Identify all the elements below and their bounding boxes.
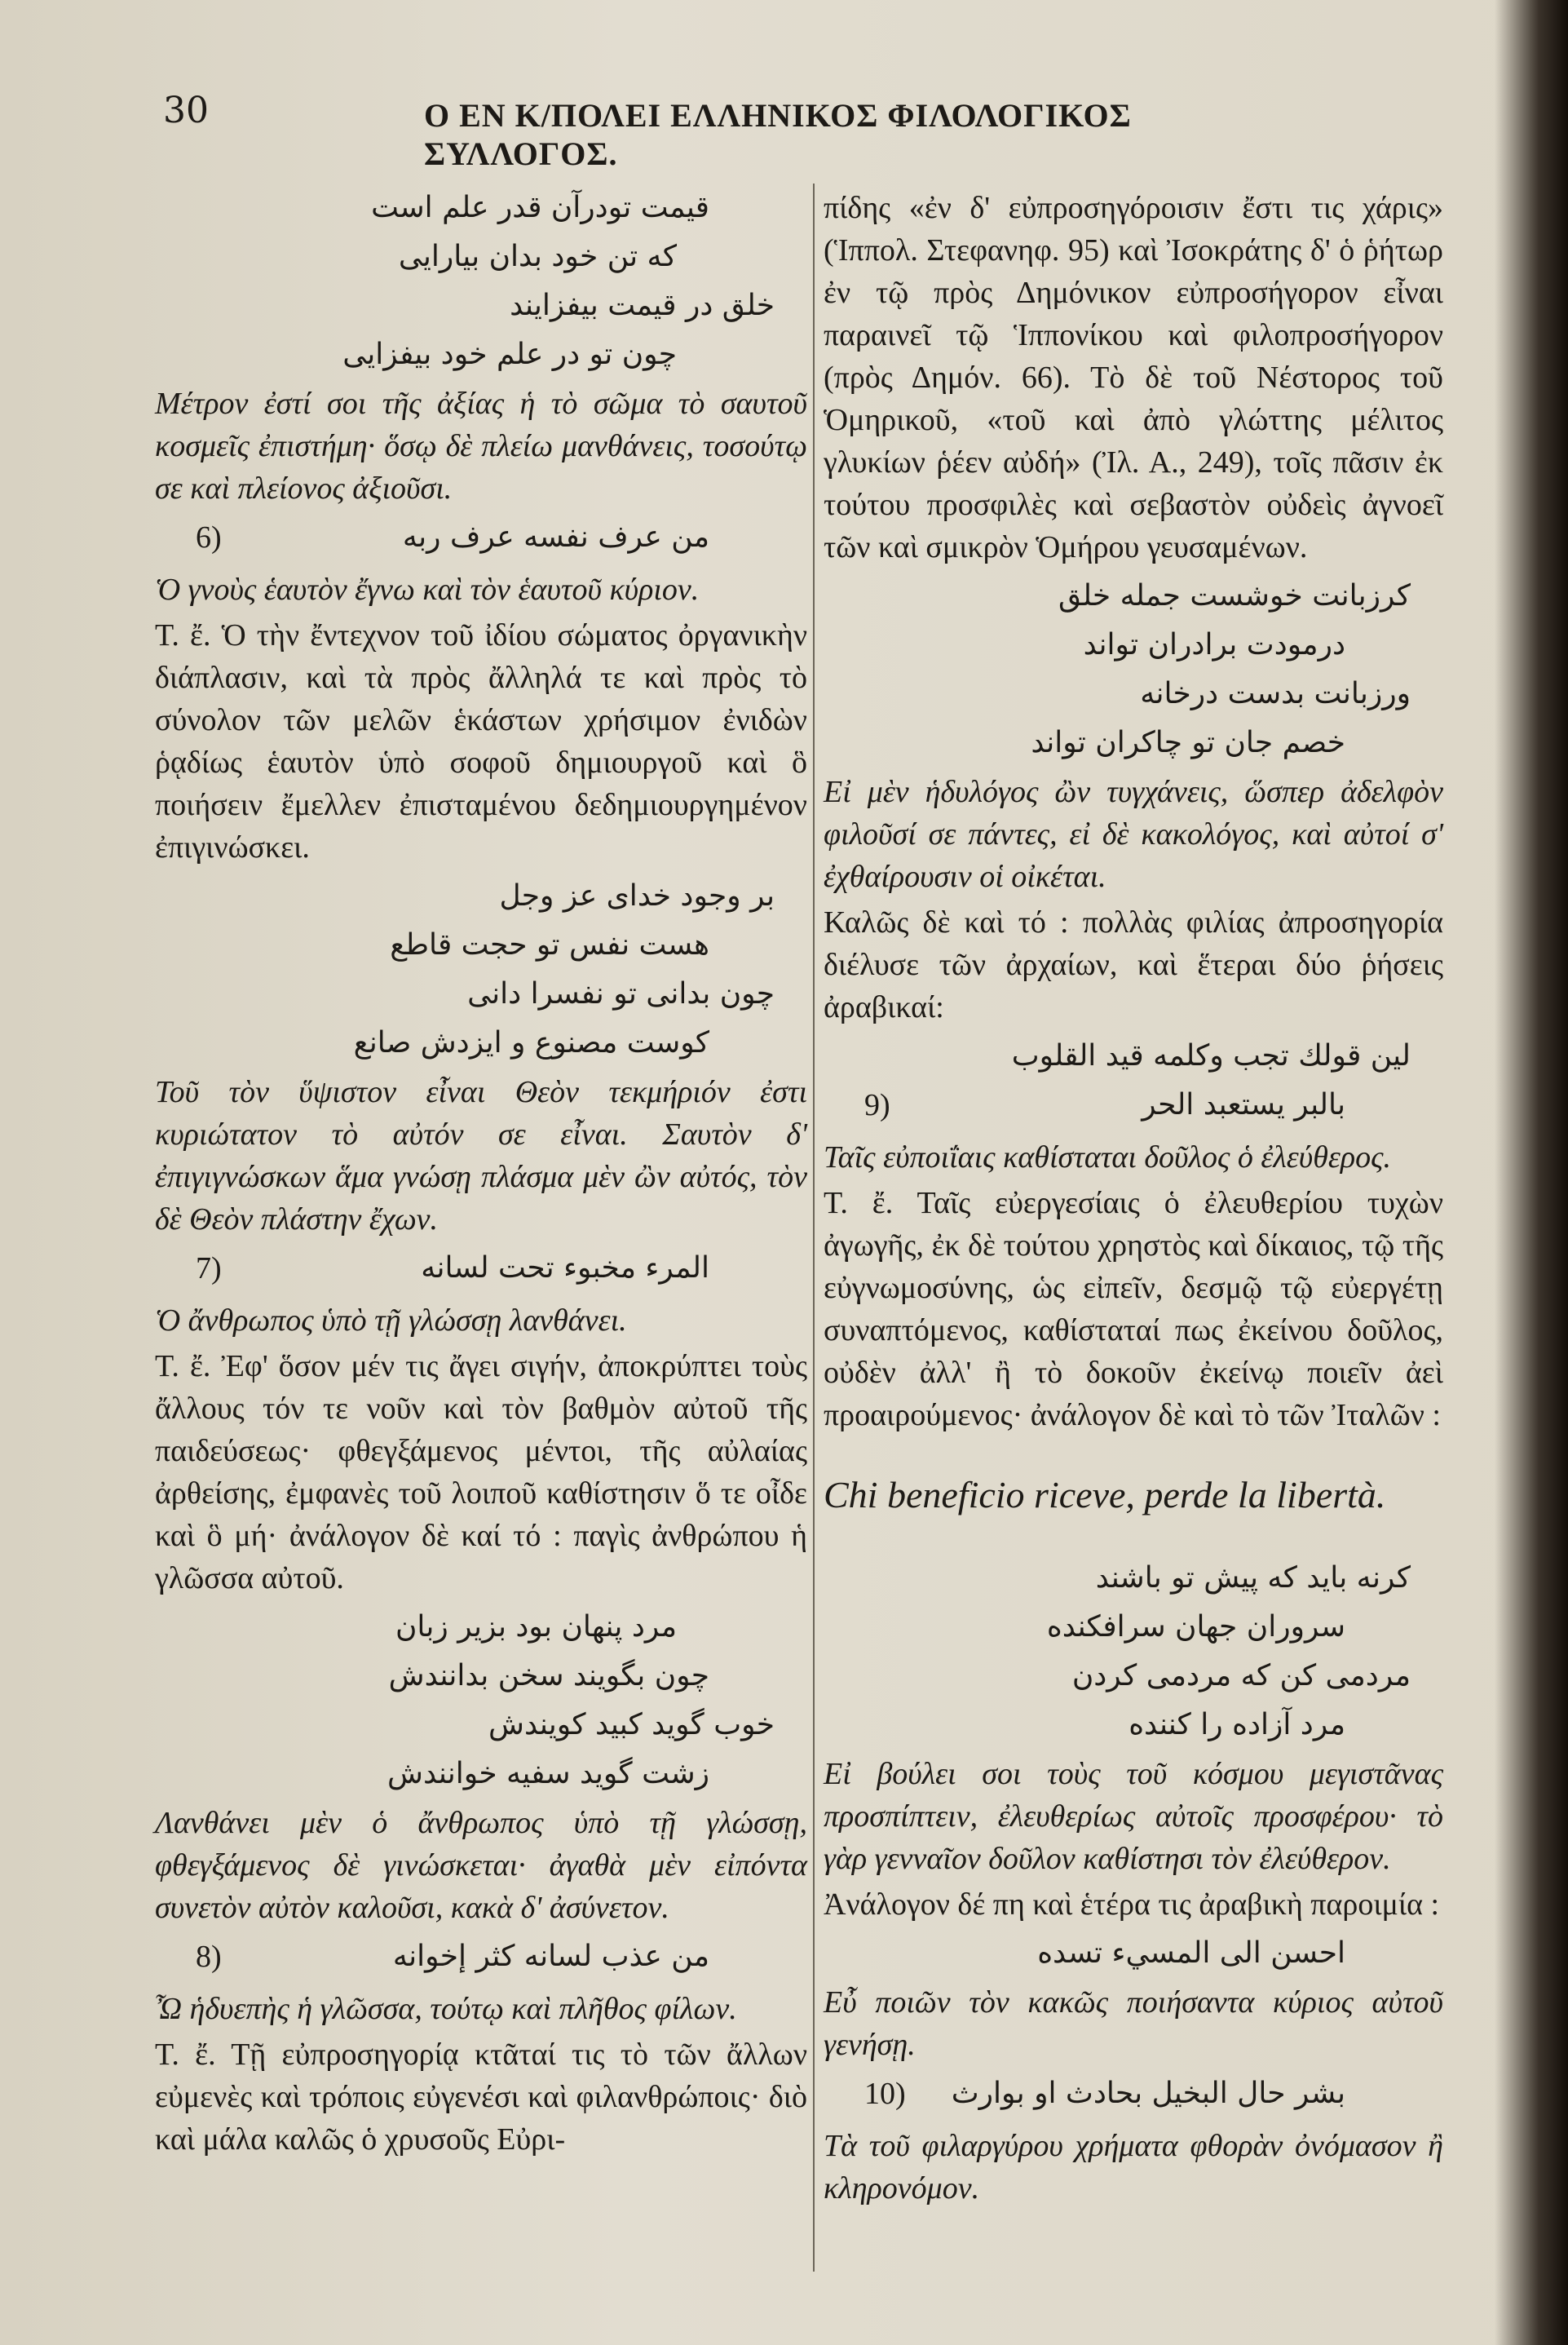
commentary-text: Τ. ἔ. Ἐφ' ὅσον μέν τις ἄγει σιγήν, ἀποκρύπτει τοὺς ἄλλους τόν τε νοῦν καὶ τὸν βαθμὸν αὐτοῦ τῆς παιδεύσεως· φθεγξάμενος μέντοι, τῆς αὐλαίας ἀρθείσης, ἐμφανὲς τοῦ λοιποῦ καθίστησιν ὅ τε οἶδε καὶ ὃ μή· ἀνάλογον δὲ καί τό : παγὶς ἀνθρώπου ἡ γλῶσσα αὐτοῦ. <box>155 1349 807 1595</box>
arabic-verse: قیمت تودرآن قدر علم است <box>371 191 709 224</box>
proverb-9-row <box>824 1081 1443 1133</box>
proverb-6-row <box>155 513 807 565</box>
proverb-8-row <box>155 1932 807 1984</box>
arabic-proverb: احسن الى المسيء تسده <box>1037 1936 1345 1970</box>
greek-translation: Μέτρον ἐστί σοι τῆς ἀξίας ἡ τὸ σῶμα τὸ σαυτοῦ κοσμεῖς ἐπιστήμη· ὅσῳ δὲ πλείω μανθάνεις, τοσούτῳ σε καὶ πλείονος ἀξιοῦσι. <box>155 387 807 506</box>
arabic-proverb: المرء مخبوء تحت لسانه <box>421 1251 709 1285</box>
greek-translation: Τοῦ τὸν ὕψιστον εἶναι Θεὸν τεκμήριόν ἐστι κυριώτατον τὸ αὐτόν σε εἶναι. Σαυτὸν δ' ἐπιγιγνώσκων ἅμα γνώσῃ πλάσμα μὲν ὢν αὐτός, τὸν δὲ Θεὸν πλάστην ἔχων. <box>155 1075 807 1237</box>
arabic-verse: بر وجود خدای عز وجل <box>499 879 775 913</box>
page-header <box>163 90 1256 172</box>
arabic-proverb: بالبر يستعبد الحر <box>1142 1088 1345 1122</box>
proverb-number: 10) <box>864 2077 906 2111</box>
arabic-verse: خوب گوید کبید کویندش <box>488 1708 775 1741</box>
page-number: 30 <box>163 90 209 131</box>
greek-translation: Ταῖς εὐποιΐαις καθίσταται δοῦλος ὁ ἐλεύθερος. <box>824 1140 1392 1175</box>
arabic-verse: خلق در قیمت بیفزایند <box>510 289 775 322</box>
arabic-verse: مرد آزاده را کننده <box>1129 1708 1345 1741</box>
arabic-verse: چون تو در علم خود بیفزایی <box>342 338 677 371</box>
greek-translation: Ὁ γνοὺς ἑαυτὸν ἔγνω καὶ τὸν ἑαυτοῦ κύριον. <box>155 573 700 607</box>
proverb-10-row <box>824 2069 1443 2122</box>
arabic-proverb: من عرف نفسه عرف ربه <box>402 520 709 554</box>
greek-translation: Ὦ ἡδυεπὴς ἡ γλῶσσα, τούτῳ καὶ πλῆθος φίλων. <box>155 1992 737 2026</box>
arabic-proverb: لين قولك تجب وكلمه قيد القلوب <box>1011 1039 1411 1073</box>
arabic-verse: هست نفس تو حجت قاطع <box>390 928 709 962</box>
commentary-text: πίδης «ἐν δ' εὐπροσηγόροισιν ἔστι τις χάρις» (Ἱππολ. Στεφανηφ. 95) καὶ Ἰσοκράτης δ' ὁ ῥήτωρ ἐν τῷ πρὸς Δημόνικον εὐπροσήγορον εἶναι παραινεῖ τῷ Ἱππονίκου καὶ φιλοπροσήγορον (πρὸς Δημόν. 66). Τὸ δὲ τοῦ Νέστορος τοῦ Ὁμηρικοῦ, «τοῦ καὶ ἀπὸ γλώττης μέλιτος γλυκίων ῥέεν αὐδή» (Ἰλ. Α., 249), τοῖς πᾶσιν ἐκ τούτου προσφιλὲς καὶ σεβαστὸν οὐδεὶς ἀγνοεῖ τῶν καὶ σμικρὸν Ὁμήρου γευσαμένων. <box>824 191 1443 564</box>
italian-proverb: Chi beneficio riceve, perde la libertà. <box>824 1474 1386 1515</box>
proverb-number: 9) <box>864 1088 890 1122</box>
commentary-text: Ἀνάλογον δέ πη καὶ ἑτέρα τις ἀραβικὴ παροιμία : <box>824 1887 1440 1922</box>
left-column <box>155 184 807 2164</box>
running-title: Ο ΕΝ Κ/ΠΟΛΕΙ ΕΛΛΗΝΙΚΟΣ ΦΙΛΟΛΟΓΙΚΟΣ ΣΥΛΛΟΓΟΣ. <box>424 97 1132 172</box>
proverb-number: 7) <box>196 1251 222 1285</box>
arabic-verse: مردمی کن که مردمی کردن <box>1071 1659 1411 1692</box>
column-divider <box>813 184 815 2272</box>
arabic-verse: زشت گوید سفیه خوانندش <box>387 1757 709 1790</box>
arabic-verse: سروران جهان سرافکنده <box>1046 1610 1345 1644</box>
proverb-7-row <box>155 1244 807 1296</box>
arabic-verse: مرد پنهان بود بزیر زبان <box>395 1610 677 1644</box>
arabic-verse: چون بگویند سخن بدانندش <box>388 1659 709 1692</box>
greek-translation: Εἰ βούλει σοι τοὺς τοῦ κόσμου μεγιστᾶνας προσπίπτειν, ἐλευθερίως αὐτοῖς προσφέρου· τὸ γὰρ γενναῖον δοῦλον καθίστησι τὸν ἐλεύθερον. <box>824 1757 1443 1876</box>
greek-translation: Εἰ μὲν ἡδυλόγος ὢν τυγχάνεις, ὥσπερ ἀδελφὸν φιλοῦσί σε πάντες, εἰ δὲ κακολόγος, καὶ αὐτοί σ' ἐχθαίρουσιν οἱ οἰκέται. <box>824 775 1443 894</box>
arabic-proverb: من عذب لسانه كثر إخوانه <box>392 1940 709 1973</box>
commentary-text: Καλῶς δὲ καὶ τό : πολλὰς φιλίας ἀπροσηγορία διέλυσε τῶν ἀρχαίων, καὶ ἕτεραι δύο ῥήσεις ἀραβικαί: <box>824 905 1443 1024</box>
arabic-proverb: بشر حال البخيل بحادث او بوارث <box>951 2077 1345 2110</box>
arabic-verse: خصم جان تو چاکران تواند <box>1031 726 1345 759</box>
greek-translation: Ὁ ἄνθρωπος ὑπὸ τῇ γλώσσῃ λανθάνει. <box>155 1303 627 1338</box>
proverb-number: 8) <box>196 1940 222 1974</box>
arabic-verse: کوست مصنوع و ایزدش صانع <box>353 1026 709 1060</box>
right-column <box>824 184 1443 2213</box>
greek-translation: Λανθάνει μὲν ὁ ἄνθρωπος ὑπὸ τῇ γλώσσῃ, φθεγξάμενος δὲ γινώσκεται· ἀγαθὰ μὲν εἰπόντα συνετὸν αὐτὸν καλοῦσι, κακὰ δ' ἀσύνετον. <box>155 1806 807 1925</box>
arabic-verse: کرنه باید که پیش تو باشند <box>1095 1561 1411 1595</box>
arabic-verse: کرزبانت خوشست جمله خلق <box>1058 579 1411 613</box>
greek-translation: Εὖ ποιῶν τὸν κακῶς ποιήσαντα κύριος αὐτοῦ γενήσῃ. <box>824 1985 1443 2062</box>
greek-translation: Τὰ τοῦ φιλαργύρου χρήματα φθορὰν ὀνόμασον ἢ κληρονόμον. <box>824 2129 1443 2206</box>
arabic-verse: که تن خود بدان بیارایی <box>398 240 677 273</box>
arabic-verse: چون بدانی تو نفسرا دانی <box>467 977 775 1011</box>
commentary-text: Τ. ἔ. Τῇ εὐπροσηγορίᾳ κτᾶταί τις τὸ τῶν ἄλλων εὐμενὲς καὶ τρόποις εὐγενέσι καὶ φιλανθρώποις· διὸ καὶ μάλα καλῶς ὁ χρυσοῦς Εὐρι- <box>155 2037 807 2157</box>
proverb-number: 6) <box>196 520 222 555</box>
commentary-text: Τ. ἔ. Ταῖς εὐεργεσίαις ὁ ἐλευθερίου τυχὼν ἀγωγῆς, ἐκ δὲ τούτου χρηστὸς καὶ δίκαιος, τῷ τῆς εὐγνωμοσύνης, ὡς εἰπεῖν, δεσμῷ τῷ εὐεργέτῃ συναπτόμενος, καθίσταταί πως ἐκείνου δοῦλος, οὐδὲν ἀλλ' ἢ τὸ δοκοῦν ἐκείνῳ ποιεῖν ἀεὶ προαιρούμενος· ἀνάλογον δὲ καὶ τὸ τῶν Ἰταλῶν : <box>824 1186 1443 1432</box>
commentary-text: Τ. ἔ. Ὁ τὴν ἔντεχνον τοῦ ἰδίου σώματος ὀργανικὴν διάπλασιν, καὶ τὰ πρὸς ἄλληλά τε καὶ πρὸς τὸ σύνολον τῶν μελῶν ἑκάστων χρήσιμον ἐνιδὼν ῥᾳδίως ἑαυτὸν ὑπὸ σοφοῦ δημιουργοῦ καὶ ὃ ποιήσειν ἔμελλεν ἐπισταμένου δεδημιουργημένον ἐπιγινώσκει. <box>155 618 807 865</box>
arabic-verse: درمودت برادران تواند <box>1083 628 1345 661</box>
page-gutter-shadow <box>1495 0 1568 2345</box>
arabic-verse: ورزبانت بدست درخانه <box>1140 677 1411 710</box>
